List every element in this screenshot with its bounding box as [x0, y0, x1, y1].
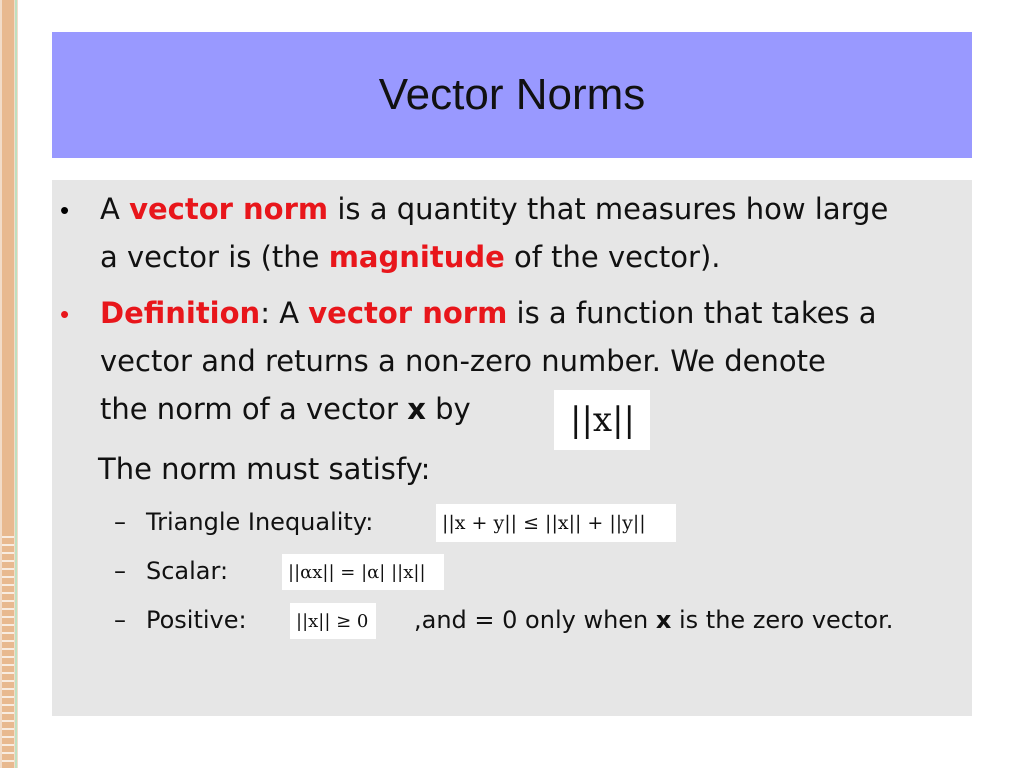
bullet-2-line-1: [100, 296, 877, 330]
slide-title: Vector Norms: [378, 70, 646, 119]
title-banner: [52, 32, 972, 158]
scalar-label: Scalar:: [146, 557, 229, 585]
sub-dash-3: –: [114, 606, 126, 634]
bullet-dot-2: •: [60, 299, 70, 329]
triangle-formula-image: ||x + y|| ≤ ||x|| + ||y||: [436, 504, 676, 542]
bullet-1-line-1: [100, 192, 889, 226]
bullet-dot-1: •: [60, 195, 70, 225]
stripe-ticks: [2, 530, 14, 768]
norm-formula-image: ||x||: [554, 390, 650, 450]
highlight-vector-norm: vector norm: [129, 192, 329, 226]
highlight-vector-norm: vector norm: [308, 296, 508, 330]
triangle-inequality-label: Triangle Inequality:: [146, 508, 374, 536]
text-span: ,and = 0 only when: [414, 606, 656, 634]
bold-x: x: [655, 606, 672, 634]
text-span: A: [100, 192, 130, 226]
text-span: is the zero vector.: [671, 606, 894, 634]
bullet-2-line-2: vector and returns a non-zero number. We denote: [100, 344, 826, 378]
must-satisfy-text: The norm must satisfy:: [98, 452, 431, 486]
text-span: a vector is (the: [100, 240, 329, 274]
bullet-1-line-2: [100, 240, 721, 274]
content-panel: [52, 180, 972, 716]
positive-formula-image: ||x|| ≥ 0: [290, 603, 376, 639]
text-span: the norm of a vector: [100, 392, 408, 426]
sub-dash-1: –: [114, 508, 126, 536]
text-span: of the vector).: [504, 240, 721, 274]
highlight-magnitude: magnitude: [328, 240, 505, 274]
scalar-formula-image: ||αx|| = |α| ||x||: [282, 554, 444, 590]
left-decorative-stripe: [0, 0, 18, 768]
text-span: : A: [260, 296, 309, 330]
highlight-definition: Definition: [100, 296, 261, 330]
sub-dash-2: –: [114, 557, 126, 585]
bold-x: x: [407, 392, 426, 426]
text-span: is a quantity that measures how large: [328, 192, 889, 226]
text-span: is a function that takes a: [507, 296, 877, 330]
positive-label: Positive:: [146, 606, 247, 634]
positive-note: [414, 608, 893, 632]
bullet-2-line-3: [100, 392, 471, 426]
text-span: by: [425, 392, 471, 426]
stripe-line: [15, 0, 17, 768]
